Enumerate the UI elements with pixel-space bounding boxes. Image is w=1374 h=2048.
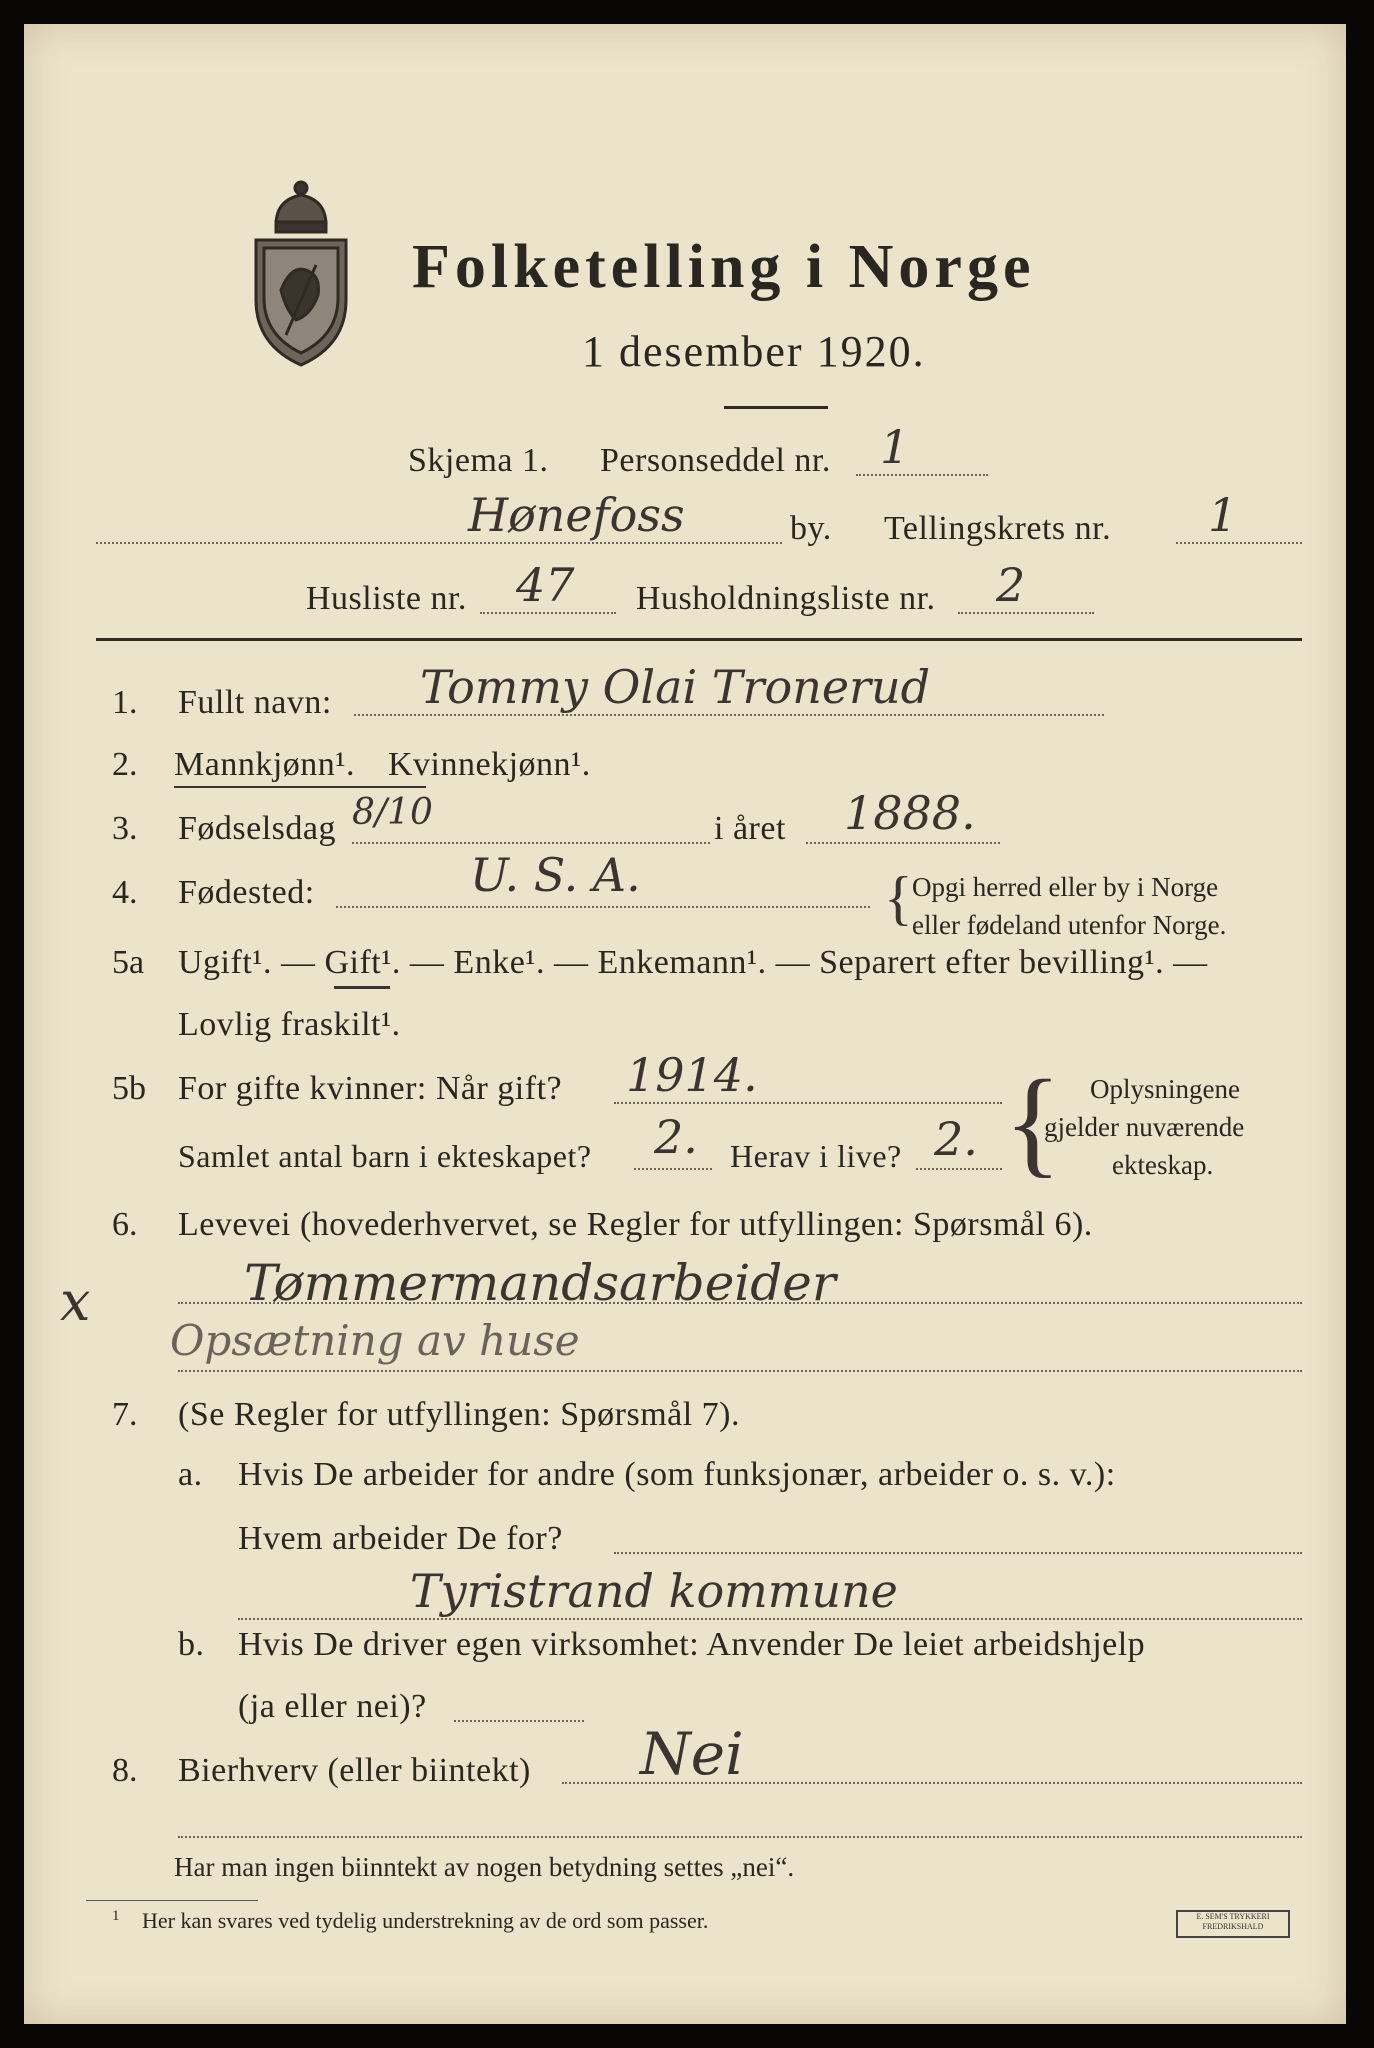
q2-male-option: Mannkjønn¹. [174, 746, 355, 783]
personseddel-line [856, 474, 988, 476]
husliste-value: 47 [516, 558, 575, 612]
q7-label: (Se Regler for utfyllingen: Spørsmål 7). [178, 1396, 741, 1433]
printer-stamp [1176, 1910, 1290, 1938]
q5b-note-line3: ekteskap. [1112, 1150, 1214, 1180]
q1-line [354, 714, 1104, 716]
q5b-married-value: 1914. [626, 1048, 758, 1102]
q2-number: 2. [112, 746, 138, 783]
tellingskrets-line [1176, 542, 1302, 544]
q6-margin-mark: x [60, 1270, 91, 1333]
city-line [96, 542, 782, 544]
q5a-options: Ugift¹. — Gift¹. — Enke¹. — Enkemann¹. — Separert efter bevilling¹. — [178, 944, 1208, 981]
q4-label: Fødested: [178, 874, 315, 911]
q6-occupation-value: Tømmermandsarbeider [244, 1254, 836, 1312]
q5b-alive-value: 2. [934, 1112, 978, 1166]
footnote-divider [86, 1900, 258, 1901]
q5b-children-label: Samlet antal barn i ekteskapet? [178, 1138, 592, 1174]
q5b-alive-line [916, 1168, 1002, 1170]
q7a-line1 [614, 1552, 1302, 1554]
q3-label: Fødselsdag [178, 810, 336, 847]
city-value: Hønefoss [468, 488, 685, 542]
q5a-options-cont: Lovlig fraskilt¹. [178, 1006, 401, 1043]
q7b-question: Hvis De driver egen virksomhet: Anvender De leiet arbeidshjelp [238, 1626, 1146, 1663]
tellingskrets-value: 1 [1208, 488, 1238, 542]
q5b-note-line2: gjelder nuværende [1044, 1112, 1245, 1142]
q5a-number: 5a [112, 944, 145, 981]
norwegian-coat-of-arms-icon [246, 170, 356, 370]
q2-female-option: Kvinnekjønn¹. [388, 746, 591, 783]
q8-value: Nei [640, 1720, 744, 1788]
printer-stamp-text: E. SEM'S TRYKKERI FREDRIKSHALD [1196, 1912, 1270, 1931]
husholdning-label: Husholdningsliste nr. [636, 580, 936, 617]
footnote-mark: 1 [112, 1908, 120, 1924]
footer-note: Har man ingen biinntekt av nogen betydning settes „nei“. [174, 1852, 795, 1882]
q5b-children-value: 2. [654, 1110, 698, 1164]
q7a-who-label: Hvem arbeider De for? [238, 1520, 563, 1557]
personseddel-value: 1 [880, 420, 910, 474]
q7a-letter: a. [178, 1456, 203, 1493]
q8-label: Bierhverv (eller biintekt) [178, 1752, 531, 1789]
header-divider [96, 638, 1302, 641]
q1-value: Tommy Olai Tronerud [420, 660, 931, 714]
husholdning-value: 2 [996, 558, 1026, 612]
q4-line [336, 906, 870, 908]
q3-day-value: 8/10 [352, 792, 433, 833]
title-divider [724, 406, 828, 409]
schema-label: Skjema 1. [408, 442, 549, 479]
tellingskrets-label: Tellingskrets nr. [884, 510, 1112, 547]
q5a-gift-underline [334, 986, 390, 989]
by-label: by. [790, 510, 832, 547]
q5b-note-line1: Oplysningene [1090, 1074, 1240, 1104]
q5b-number: 5b [112, 1070, 146, 1107]
q6-line1 [178, 1302, 1302, 1304]
q3-year-value: 1888. [844, 786, 976, 840]
q8-number: 8. [112, 1752, 138, 1789]
census-date: 1 desember 1920. [582, 327, 926, 376]
q7b-line [454, 1720, 584, 1722]
form-title: Folketelling i Norge [412, 233, 1036, 301]
q3-year-line [806, 842, 1000, 844]
q2-male-underline [174, 786, 426, 788]
q4-note-line1: Opgi herred eller by i Norge [912, 872, 1219, 902]
q7-number: 7. [112, 1396, 138, 1433]
q7a-employer-value: Tyristrand kommune [410, 1564, 898, 1618]
q5b-children-line [634, 1168, 712, 1170]
q5b-married-label: For gifte kvinner: Når gift? [178, 1070, 563, 1107]
husliste-label: Husliste nr. [306, 580, 467, 617]
husholdning-line [958, 612, 1094, 614]
q1-number: 1. [112, 684, 138, 721]
q7b-letter: b. [178, 1626, 205, 1663]
q5b-alive-label: Herav i live? [730, 1138, 902, 1174]
q4-note-line2: eller fødeland utenfor Norge. [912, 910, 1227, 940]
q5b-married-line [614, 1102, 1002, 1104]
q3-year-label: i året [714, 810, 786, 847]
q8-bottom-line [178, 1836, 1302, 1838]
q4-brace-icon: { [884, 865, 913, 931]
q6-number: 6. [112, 1206, 138, 1243]
q3-number: 3. [112, 810, 138, 847]
personseddel-label: Personseddel nr. [600, 442, 831, 479]
q7a-line2 [238, 1618, 1302, 1620]
q7b-yesno-label: (ja eller nei)? [238, 1688, 427, 1725]
q3-day-line [352, 842, 710, 844]
footnote-text: Her kan svares ved tydelig understrekning av de ord som passer. [142, 1908, 709, 1933]
husliste-line [480, 612, 616, 614]
q6-occupation-detail: Opsætning av huse [170, 1316, 580, 1365]
q6-line2 [178, 1370, 1302, 1372]
q4-number: 4. [112, 874, 138, 911]
q5b-brace-icon: { [1004, 1055, 1062, 1188]
q4-value: U. S. A. [470, 848, 641, 902]
q7a-question: Hvis De arbeider for andre (som funksjonær, arbeider o. s. v.): [238, 1456, 1116, 1493]
q1-label: Fullt navn: [178, 684, 332, 721]
q6-label: Levevei (hovederhvervet, se Regler for utfyllingen: Spørsmål 6). [178, 1206, 1093, 1243]
